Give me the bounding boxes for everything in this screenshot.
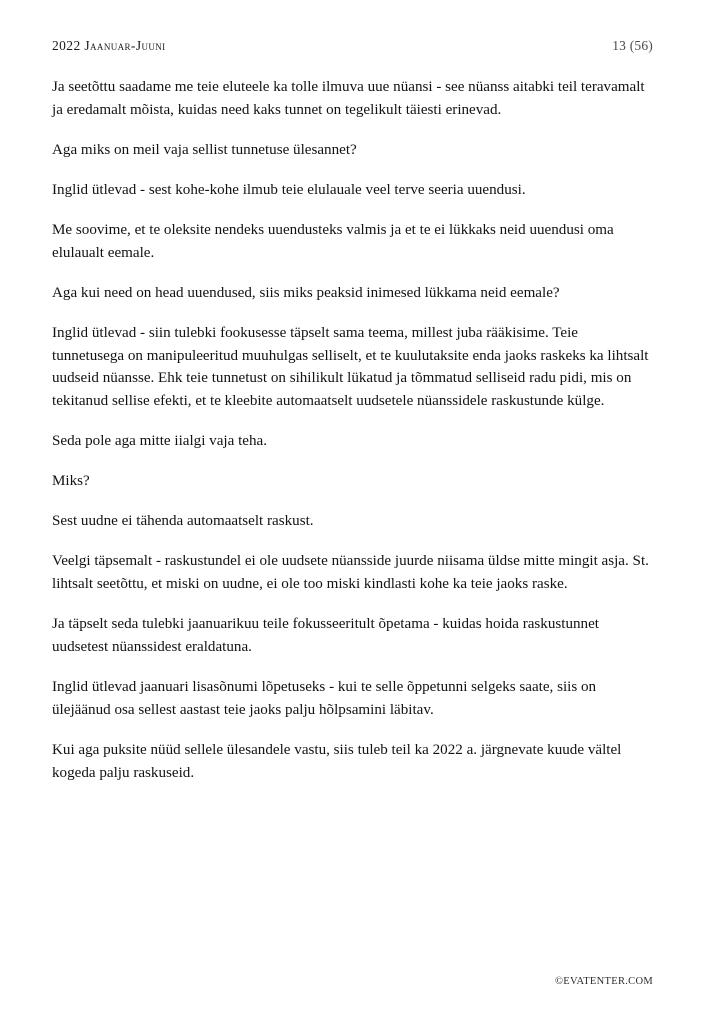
paragraph: Seda pole aga mitte iialgi vaja teha. bbox=[52, 433, 268, 450]
page-header bbox=[52, 38, 653, 54]
paragraph: Aga kui need on head uuendused, siis miks peaksid inimesed lükkama neid eemale? bbox=[52, 284, 560, 301]
paragraph: Inglid ütlevad - siin tulebki fookusesse täpselt sama teema, millest juba rääkisime. Teie tunnetusega on manipuleeritud muuhulgas selliselt, et te kuulutaksite enda jaoks raskeks ka lihtsalt uudseid nüansse. Ehk teie tunnetust on sihilikult lükatud ja tõmmatud selliseid radu pidi, mis on tekitanud sellise efekti, et te kleebite automaatselt uudsetele nüanssidele raskustunde külge. bbox=[52, 324, 649, 410]
paragraph: Inglid ütlevad - sest kohe-kohe ilmub teie elulauale veel terve seeria uuendusi. bbox=[52, 181, 526, 198]
paragraph: Me soovime, et te oleksite nendeks uuendusteks valmis ja et te ei lükkaks neid uuendusi oma elulaualt eemale. bbox=[52, 221, 614, 261]
paragraph: Miks? bbox=[52, 473, 90, 490]
paragraph: Ja täpselt seda tulebki jaanuarikuu teile fokusseeritult õpetama - kuidas hoida raskustunnet uudsetest nüanssidest eraldatuna. bbox=[52, 616, 599, 655]
paragraph: Ja seetõttu saadame me teie eluteele ka tolle ilmuva uue nüansi - see nüanss aitabki teil teravamalt ja eredamalt mõista, kuidas need kaks tunnet on tegelikult täiesti erinevad. bbox=[52, 79, 645, 118]
copyright-notice: ©EVATENTER.COM bbox=[554, 976, 653, 987]
document-body bbox=[52, 76, 653, 785]
running-title: 2022 Jaanuar-Juuni bbox=[52, 38, 166, 53]
paragraph: Sest uudne ei tähenda automaatselt raskust. bbox=[52, 513, 314, 530]
paragraph: Veelgi täpsemalt - raskustundel ei ole uudsete nüansside juurde niisama üldse mitte mingit asja. St. lihtsalt seetõttu, et miski on uudne, ei ole too miski kindlasti kohe ka teie jaoks raske. bbox=[52, 553, 649, 593]
paragraph: Kui aga puksite nüüd sellele ülesandele vastu, siis tuleb teil ka 2022 a. järgnevate kuude vältel kogeda palju raskuseid. bbox=[52, 741, 622, 781]
page-number: 13 (56) bbox=[612, 38, 653, 53]
paragraph: Aga miks on meil vaja sellist tunnetuse ülesannet? bbox=[52, 141, 357, 158]
paragraph: Inglid ütlevad jaanuari lisasõnumi lõpetuseks - kui te selle õppetunni selgeks saate, siis on ülejäänud osa sellest aastast teie jaoks palju hõlpsamini läbitav. bbox=[52, 678, 597, 718]
page-footer bbox=[0, 976, 653, 987]
